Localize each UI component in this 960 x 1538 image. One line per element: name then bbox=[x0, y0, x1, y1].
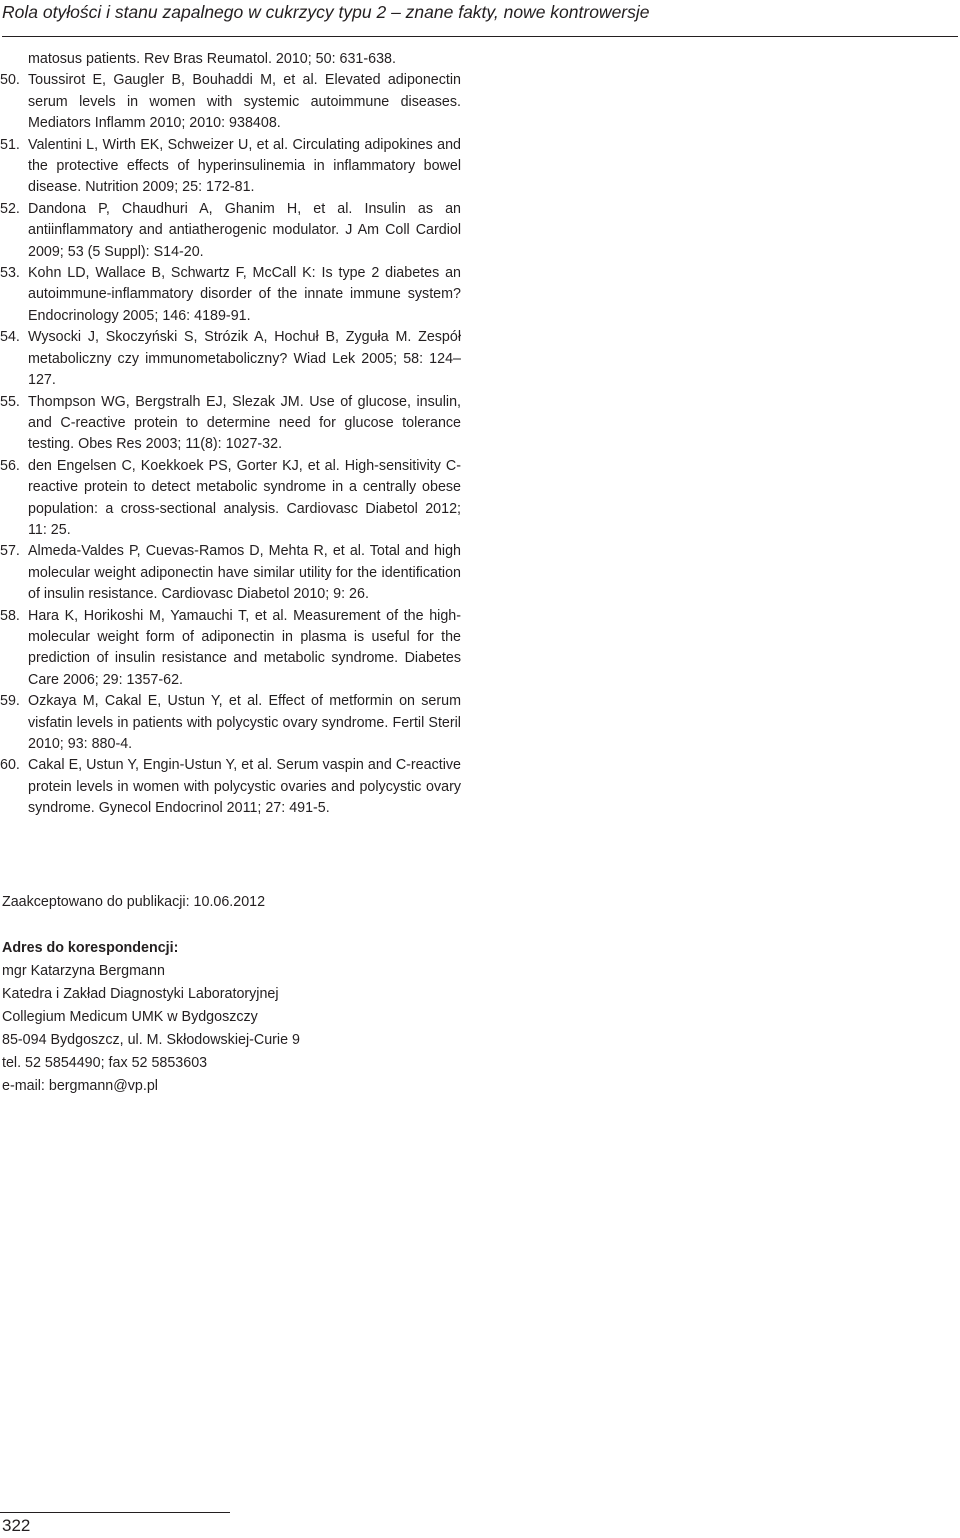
reference-text: Thompson WG, Bergstralh EJ, Slezak JM. Use of glucose, insulin, and C-reactive protein to determine need for glucose tolerance testing. Obes Res 2003; 11(8): 1027-32. bbox=[28, 393, 461, 453]
reference-number: 55. bbox=[0, 393, 20, 410]
reference-text: den Engelsen C, Koekkoek PS, Gorter KJ, et al. High-sensitivity C-reactive protein to detect metabolic syndrome in a centrally obese population: a cross-sectional analysis. Cardiovasc Diabetol 2012; 11: 25. bbox=[28, 457, 461, 538]
correspondence-phone: tel. 52 5854490; fax 52 5853603 bbox=[2, 1055, 208, 1071]
reference-item bbox=[0, 392, 461, 456]
reference-text: Hara K, Horikoshi M, Yamauchi T, et al. Measurement of the high-molecular weight form of adiponectin in plasma is useful for the prediction of insulin resistance and metabolic syndrome. Diabetes Care 2006; 29: 1357-62. bbox=[28, 607, 461, 688]
correspondence-address bbox=[2, 937, 602, 1098]
reference-number: 51. bbox=[0, 136, 20, 153]
reference-item bbox=[0, 70, 461, 134]
reference-item bbox=[0, 755, 461, 819]
reference-number: 54. bbox=[0, 329, 20, 346]
running-title: Rola otyłości i stanu zapalnego w cukrzycy typu 2 – znane fakty, nowe kontrowersje bbox=[2, 2, 650, 22]
page-number: 322 bbox=[2, 1516, 31, 1535]
reference-text: Valentini L, Wirth EK, Schweizer U, et al. Circulating adipokines and the protective effects of hyperinsulinemia in inflammatory bowel disease. Nutrition 2009; 25: 172-81. bbox=[28, 136, 461, 196]
reference-number: 52. bbox=[0, 200, 20, 217]
reference-item bbox=[0, 327, 461, 391]
reference-number: 59. bbox=[0, 693, 20, 710]
reference-text: Ozkaya M, Cakal E, Ustun Y, et al. Effect of metformin on serum visfatin levels in patients with polycystic ovary syndrome. Fertil Steril 2010; 93: 880-4. bbox=[28, 693, 461, 752]
correspondence-email: e-mail: bergmann@vp.pl bbox=[2, 1078, 158, 1094]
reference-text: Kohn LD, Wallace B, Schwartz F, McCall K: Is type 2 diabetes an autoimmune-inflammatory disorder of the innate immune system? Endocrinology 2005; 146: 4189-91. bbox=[28, 265, 461, 324]
reference-item bbox=[0, 199, 461, 263]
reference-item bbox=[0, 135, 461, 199]
reference-item bbox=[0, 456, 461, 542]
correspondence-heading: Adres do korespondencji: bbox=[2, 940, 179, 956]
reference-number: 56. bbox=[0, 457, 20, 474]
correspondence-institution: Collegium Medicum UMK w Bydgoszczy bbox=[2, 1009, 258, 1025]
article-footer bbox=[2, 891, 602, 1098]
footer-divider bbox=[0, 1512, 230, 1513]
reference-text: matosus patients. Rev Bras Reumatol. 2010; 50: 631-638. bbox=[28, 51, 396, 67]
reference-number: 58. bbox=[0, 607, 20, 624]
correspondence-department: Katedra i Zakład Diagnostyki Laboratoryjnej bbox=[2, 986, 279, 1002]
reference-number: 60. bbox=[0, 757, 20, 774]
correspondence-street: 85-094 Bydgoszcz, ul. M. Skłodowskiej-Curie 9 bbox=[2, 1032, 300, 1048]
reference-item bbox=[0, 49, 461, 70]
reference-text: Wysocki J, Skoczyński S, Strózik A, Hochuł B, Zyguła M. Zespół metaboliczny czy immunometaboliczny? Wiad Lek 2005; 58: 124–127. bbox=[28, 329, 461, 389]
correspondence-name: mgr Katarzyna Bergmann bbox=[2, 963, 165, 979]
reference-item bbox=[0, 541, 461, 605]
reference-number: 50. bbox=[0, 72, 20, 89]
reference-text: Toussirot E, Gaugler B, Bouhaddi M, et al. Elevated adiponectin serum levels in women with systemic autoimmune diseases. Mediators Inflamm 2010; 2010: 938408. bbox=[28, 72, 461, 132]
reference-text: Almeda-Valdes P, Cuevas-Ramos D, Mehta R, et al. Total and high molecular weight adiponectin have similar utility for the identification of insulin resistance. Cardiovasc Diabetol 2010; 9: 26. bbox=[28, 543, 461, 603]
reference-text: Cakal E, Ustun Y, Engin-Ustun Y, et al. Serum vaspin and C-reactive protein levels in women with polycystic ovaries and polycystic ovary syndrome. Gynecol Endocrinol 2011; 27: 491-5. bbox=[28, 757, 461, 817]
reference-item bbox=[0, 691, 461, 755]
acceptance-date: Zaakceptowano do publikacji: 10.06.2012 bbox=[2, 894, 266, 910]
reference-item bbox=[0, 606, 461, 692]
reference-text: Dandona P, Chaudhuri A, Ghanim H, et al. Insulin as an antiinflammatory and antiatherogenic modulator. J Am Coll Cardiol 2009; 53 (5 Suppl): S14-20. bbox=[28, 200, 461, 260]
reference-number: 53. bbox=[0, 265, 20, 282]
running-header bbox=[2, 0, 958, 37]
reference-list bbox=[0, 49, 461, 820]
reference-number: 57. bbox=[0, 543, 20, 560]
reference-item bbox=[0, 263, 461, 327]
